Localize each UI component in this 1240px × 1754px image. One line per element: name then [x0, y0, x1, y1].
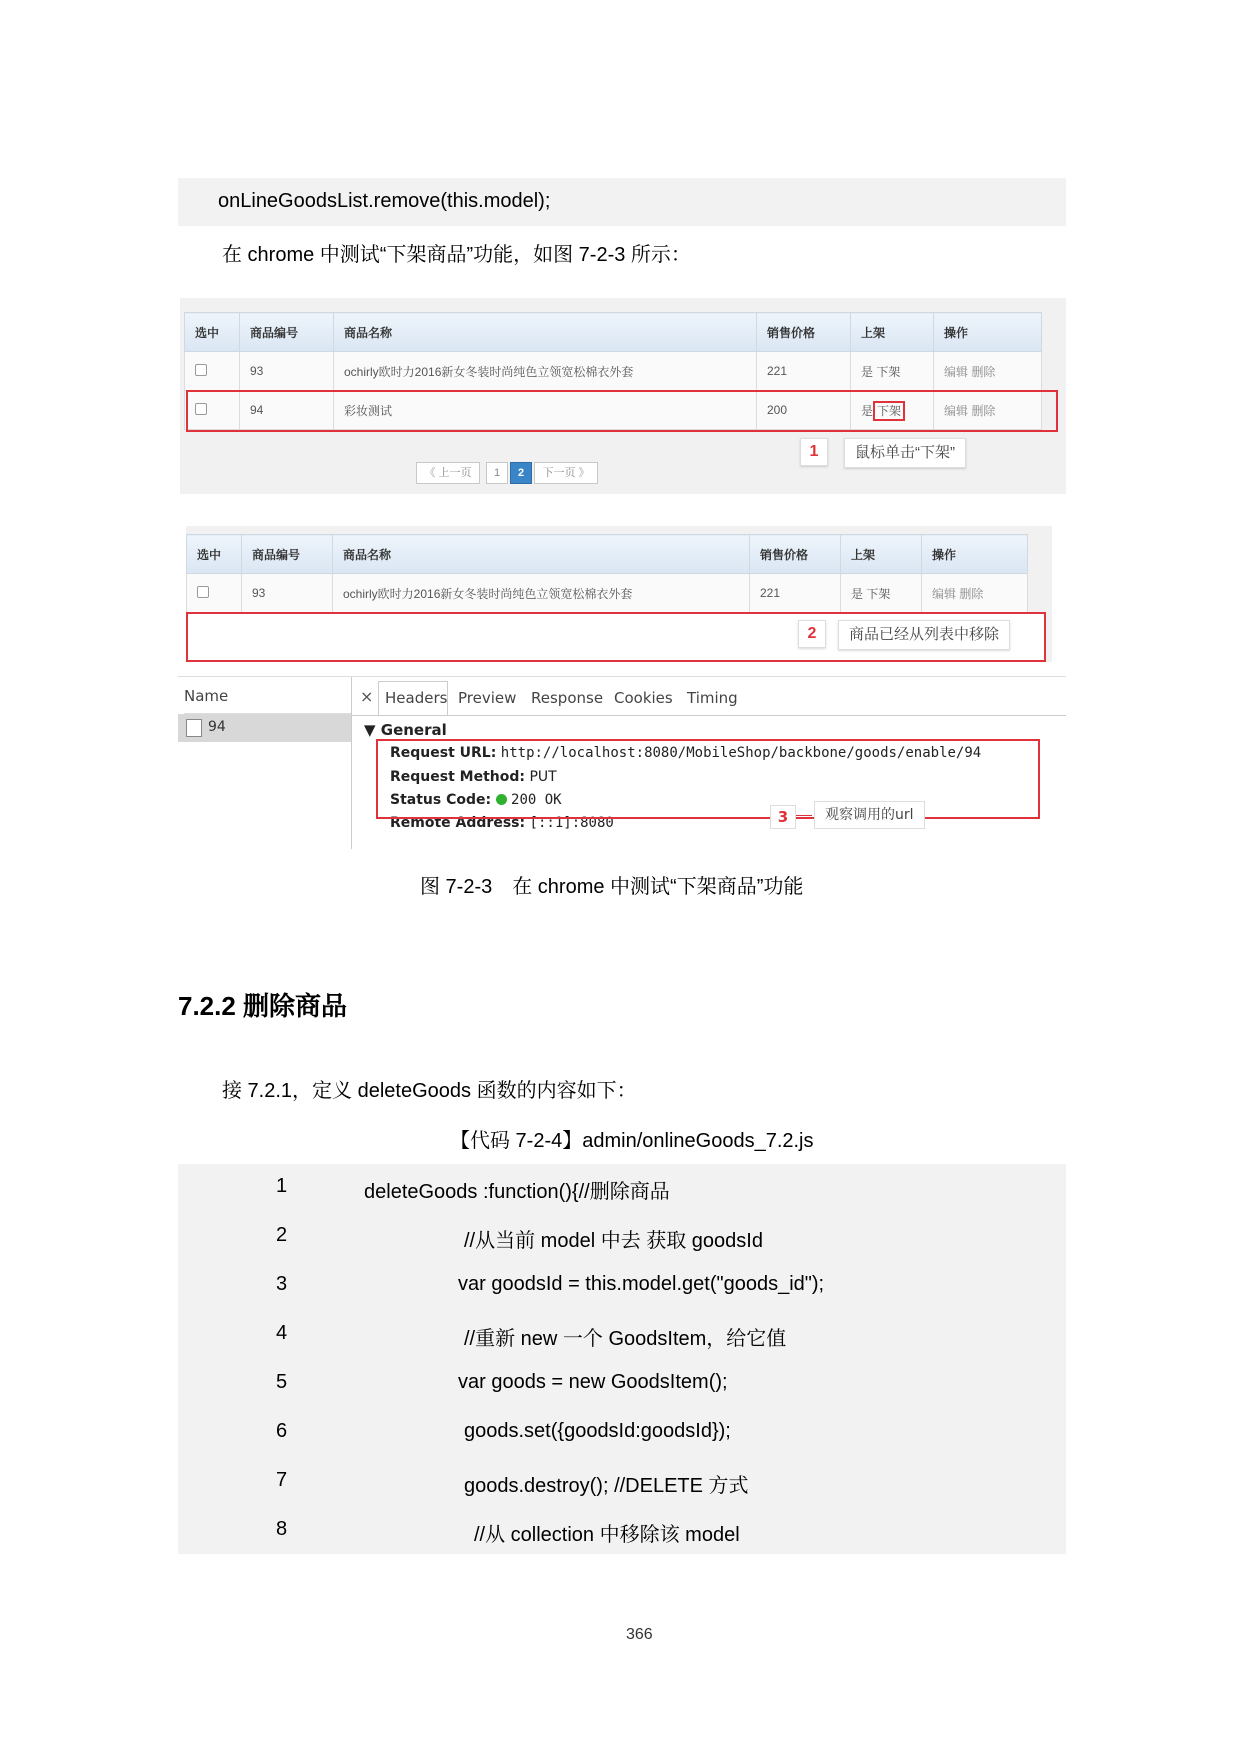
code-title: 【代码 7-2-4】admin/onlineGoods_7.2.js [450, 1130, 814, 1152]
step-badge: 3 [770, 805, 796, 829]
col-header: 商品名称 [333, 535, 750, 574]
code-line: //从 collection 中移除该 model [474, 1524, 740, 1546]
general-section-toggle[interactable]: ▼ General [364, 721, 447, 739]
tab-headers[interactable]: Headers [385, 689, 448, 707]
screenshot-table-before [180, 298, 1066, 494]
step-badge: 1 [800, 438, 828, 466]
col-header: 上架 [841, 535, 922, 574]
code-line: var goods = new GoodsItem(); [458, 1371, 728, 1393]
offline-link[interactable]: 下架 [876, 364, 901, 379]
row-checkbox[interactable] [197, 586, 209, 598]
line-number: 6 [276, 1420, 288, 1442]
callout-connector [796, 815, 812, 816]
request-list [178, 677, 352, 849]
offline-link[interactable]: 下架 [873, 401, 905, 421]
figure-caption: 图 7-2-3 在 chrome 中测试“下架商品”功能 [420, 876, 804, 898]
col-header: 商品名称 [334, 313, 757, 352]
step-callout: 观察调用的url [814, 801, 925, 829]
goods-table [186, 534, 1028, 613]
col-header: 商品编号 [240, 313, 334, 352]
goods-name: ochirly欧时力2016新女冬装时尚纯色立领宽松棉衣外套 [334, 352, 757, 391]
edit-link[interactable]: 编辑 [944, 403, 969, 418]
row-checkbox[interactable] [195, 364, 207, 376]
step-badge: 2 [798, 620, 826, 648]
delete-link[interactable]: 删除 [971, 364, 996, 379]
screenshot-table-after [186, 526, 1052, 662]
line-number: 8 [276, 1518, 288, 1540]
delete-link[interactable]: 删除 [959, 586, 984, 601]
value: [::1]:8080 [529, 815, 614, 831]
goods-price: 221 [750, 574, 841, 613]
goods-id: 93 [242, 574, 333, 613]
tab-divider [352, 715, 1066, 716]
line-number: 3 [276, 1273, 288, 1295]
tab-timing[interactable]: Timing [687, 689, 738, 707]
devtools-network-panel [178, 676, 1066, 849]
request-name: 94 [208, 719, 226, 735]
code-line: onLineGoodsList.remove(this.model); [218, 190, 551, 212]
offline-link[interactable]: 下架 [866, 586, 891, 601]
code-line: var goodsId = this.model.get("goods_id"); [458, 1273, 825, 1295]
status-text: 是 [861, 403, 874, 418]
step-callout: 鼠标单击“下架” [844, 438, 966, 468]
code-line: deleteGoods :function(){//删除商品 [364, 1181, 670, 1203]
col-header: 销售价格 [750, 535, 841, 574]
code-block-top [178, 178, 1066, 226]
section-label: General [380, 721, 447, 739]
label: Remote Address: [390, 815, 526, 831]
status-text: 是 [861, 364, 874, 379]
code-line: //重新 new 一个 GoodsItem，给它值 [464, 1328, 787, 1350]
file-icon [186, 719, 202, 737]
col-header: 上架 [851, 313, 934, 352]
line-number: 2 [276, 1224, 288, 1246]
code-line: goods.set({goodsId:goodsId}); [464, 1420, 731, 1442]
page-2-button[interactable]: 2 [510, 462, 532, 484]
tab-preview[interactable]: Preview [458, 689, 517, 707]
goods-id: 93 [240, 352, 334, 391]
name-column-header: Name [184, 687, 351, 714]
line-number: 5 [276, 1371, 288, 1393]
intro-paragraph: 在 chrome 中测试“下架商品”功能，如图 7-2-3 所示： [222, 244, 691, 266]
close-icon[interactable]: × [360, 687, 374, 706]
line-number: 7 [276, 1469, 288, 1491]
tab-response[interactable]: Response [531, 689, 604, 707]
edit-link[interactable]: 编辑 [944, 364, 969, 379]
table-row [185, 352, 1042, 391]
goods-name: 彩妆测试 [334, 391, 757, 430]
value: http://localhost:8080/MobileShop/backbone/goods/enable/94 [500, 745, 982, 761]
code-line: //从当前 model 中去 获取 goodsId [464, 1230, 763, 1252]
col-header: 选中 [187, 535, 242, 574]
goods-name: ochirly欧时力2016新女冬装时尚纯色立领宽松棉衣外套 [333, 574, 750, 613]
col-header: 销售价格 [757, 313, 851, 352]
page-number: 366 [626, 1626, 653, 1643]
section-intro: 接 7.2.1，定义 deleteGoods 函数的内容如下： [222, 1080, 637, 1102]
col-header: 操作 [922, 535, 1028, 574]
line-number: 1 [276, 1175, 288, 1197]
edit-link[interactable]: 编辑 [932, 586, 957, 601]
step-callout: 商品已经从列表中移除 [838, 620, 1010, 650]
status-text: 是 [851, 586, 864, 601]
line-number: 4 [276, 1322, 288, 1344]
value: 200 OK [511, 792, 562, 808]
col-header: 商品编号 [242, 535, 333, 574]
section-heading: 7.2.2 删除商品 [178, 991, 348, 1021]
delete-link[interactable]: 删除 [971, 403, 996, 418]
goods-id: 94 [240, 391, 334, 430]
next-page-button[interactable]: 下一页 》 [534, 462, 598, 484]
value: PUT [529, 769, 557, 785]
url-highlight [376, 739, 1040, 819]
prev-page-button[interactable]: 《 上一页 [416, 462, 480, 484]
col-header: 选中 [185, 313, 240, 352]
highlight-row [186, 390, 1058, 432]
table-row [187, 574, 1028, 613]
page-1-button[interactable]: 1 [486, 462, 508, 484]
col-header: 操作 [934, 313, 1042, 352]
request-row[interactable] [178, 714, 351, 742]
label: Status Code: [390, 792, 492, 808]
goods-price: 221 [757, 352, 851, 391]
tab-cookies[interactable]: Cookies [614, 689, 673, 707]
label: Request Method: [390, 769, 525, 785]
code-line: goods.destroy(); //DELETE 方式 [464, 1475, 749, 1497]
label: Request URL: [390, 745, 497, 761]
goods-price: 200 [757, 391, 851, 430]
